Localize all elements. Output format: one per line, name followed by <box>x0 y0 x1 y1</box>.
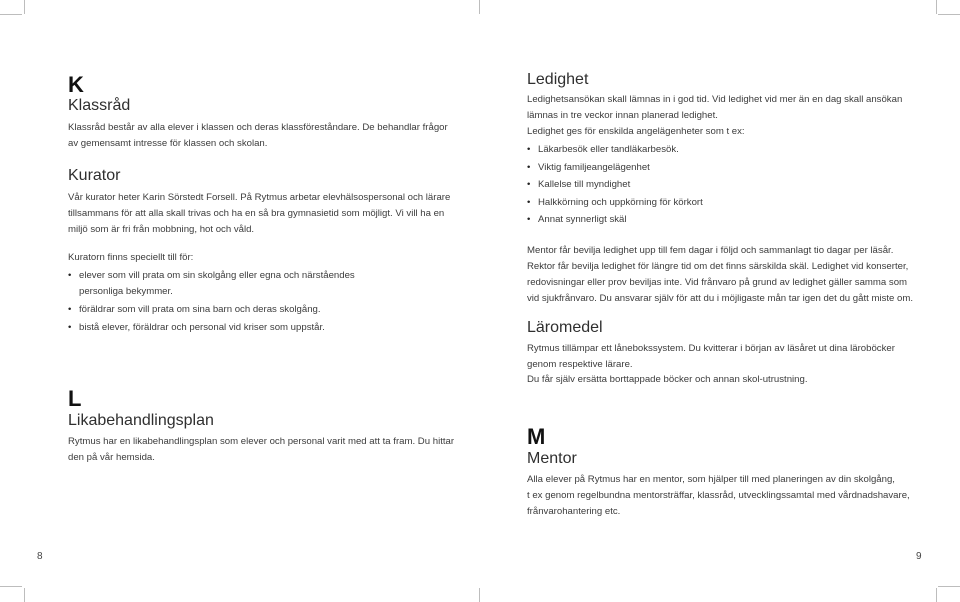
ledighet-intro: Ledighet ges för enskilda angelägenheter som t ex: <box>527 126 745 137</box>
list-item: • Halkkörning och uppkörning för körkort <box>527 194 703 212</box>
text-line: redovisningar eller prov beviljas inte. Vid frånvaro på grund av ledighet gäller samma som <box>527 277 908 288</box>
heading-likabehandlingsplan: Likabehandlingsplan <box>68 412 214 429</box>
crop-mark <box>24 588 25 602</box>
section-letter-m: M <box>527 424 546 449</box>
crop-mark <box>24 0 25 14</box>
text-line: den på vår hemsida. <box>68 452 155 463</box>
list-item: • Annat synnerligt skäl <box>527 211 703 229</box>
kurator-bullet-list <box>68 268 355 336</box>
text-line: • föräldrar som vill prata om sina barn och deras skolgång. <box>79 304 321 315</box>
heading-mentor: Mentor <box>527 450 577 467</box>
section-letter-l: L <box>68 386 82 411</box>
crop-mark <box>0 14 22 15</box>
ledighet-text <box>527 92 902 124</box>
text-line: Rytmus har en likabehandlingsplan som elever och personal varit med att ta fram. Du hittar <box>68 436 455 447</box>
text-line: t ex genom regelbundna mentorsträffar, klassråd, utvecklingssamtal med vårdnadshavare, <box>527 490 910 501</box>
text-line: Ledighetsansökan skall lämnas in i god tid. Vid ledighet vid mer än en dag skall ansökan <box>527 94 903 105</box>
text-line: Alla elever på Rytmus har en mentor, som hjälper till med planeringen av din skolgång, <box>527 474 895 485</box>
list-item <box>68 268 355 300</box>
text-line: • elever som vill prata om sin skolgång eller egna och närståendes <box>79 270 355 281</box>
text-line: Vår kurator heter Karin Sörstedt Forsell. På Rytmus arbetar elevhälsospersonal och lärare <box>68 192 451 203</box>
list-item: • Läkarbesök eller tandläkarbesök. <box>527 141 703 159</box>
page-number-left: 8 <box>37 551 43 562</box>
list-item <box>68 302 355 318</box>
text-line: Rektor får bevilja ledighet för längre tid om det finns särskilda skäl. Ledighet vid konserter, <box>527 261 909 272</box>
list-item <box>68 320 355 336</box>
heading-ledighet: Ledighet <box>527 71 589 88</box>
list-item: • Kallelse till myndighet <box>527 176 703 194</box>
crop-mark <box>479 588 480 602</box>
crop-mark <box>938 14 960 15</box>
heading-laromedel: Läromedel <box>527 319 603 336</box>
text-line: Klassråd består av alla elever i klassen och deras klassföreståndare. De behandlar frågor <box>68 122 448 133</box>
section-letter-k: K <box>68 72 84 97</box>
crop-mark <box>0 586 22 587</box>
kurator-intro: Kuratorn finns speciellt till för: <box>68 252 194 263</box>
laromedel-text <box>527 341 895 373</box>
ledighet-rules-text <box>527 243 913 307</box>
klassrad-text <box>68 120 448 152</box>
heading-klassrad: Klassråd <box>68 97 131 114</box>
text-line: Mentor får bevilja ledighet upp till fem dagar i följd och sammanlagt tio dagar per läsår. <box>527 245 894 256</box>
crop-mark <box>936 588 937 602</box>
kurator-text <box>68 190 450 238</box>
text-line: miljö som är fri från mobbning, hot och våld. <box>68 224 255 235</box>
page-number-right: 9 <box>916 551 922 562</box>
likabehandling-text <box>68 434 454 466</box>
crop-mark <box>936 0 937 14</box>
text-line: lämnas in tre veckor innan planerad ledighet. <box>527 110 718 121</box>
text-line: genom respektive lärare. <box>527 359 633 370</box>
list-item: • Viktig familjeangelägenhet <box>527 159 703 177</box>
mentor-text <box>527 472 910 520</box>
text-line: personliga bekymmer. <box>79 286 173 297</box>
text-line: tillsammans för att alla skall trivas och ha en så bra gymnasietid som möjligt. Vi vill ha en <box>68 208 445 219</box>
crop-mark <box>938 586 960 587</box>
ledighet-bullet-list <box>527 141 703 229</box>
text-line: • bistå elever, föräldrar och personal vid kriser som uppstår. <box>79 322 325 333</box>
text-line: frånvarohantering etc. <box>527 506 621 517</box>
text-line: vid sjukfrånvaro. Du ansvarar själv för att du i möjligaste mån tar igen det du gått miste om. <box>527 293 914 304</box>
laromedel-text-2: Du får själv ersätta borttappade böcker och annan skol-utrustning. <box>527 374 808 385</box>
text-line: av gemensamt intresse för klassen och skolan. <box>68 138 268 149</box>
text-line: Rytmus tillämpar ett lånebokssystem. Du kvitterar i början av läsåret ut dina läroböcker <box>527 343 895 354</box>
heading-kurator: Kurator <box>68 167 121 184</box>
crop-mark <box>479 0 480 14</box>
